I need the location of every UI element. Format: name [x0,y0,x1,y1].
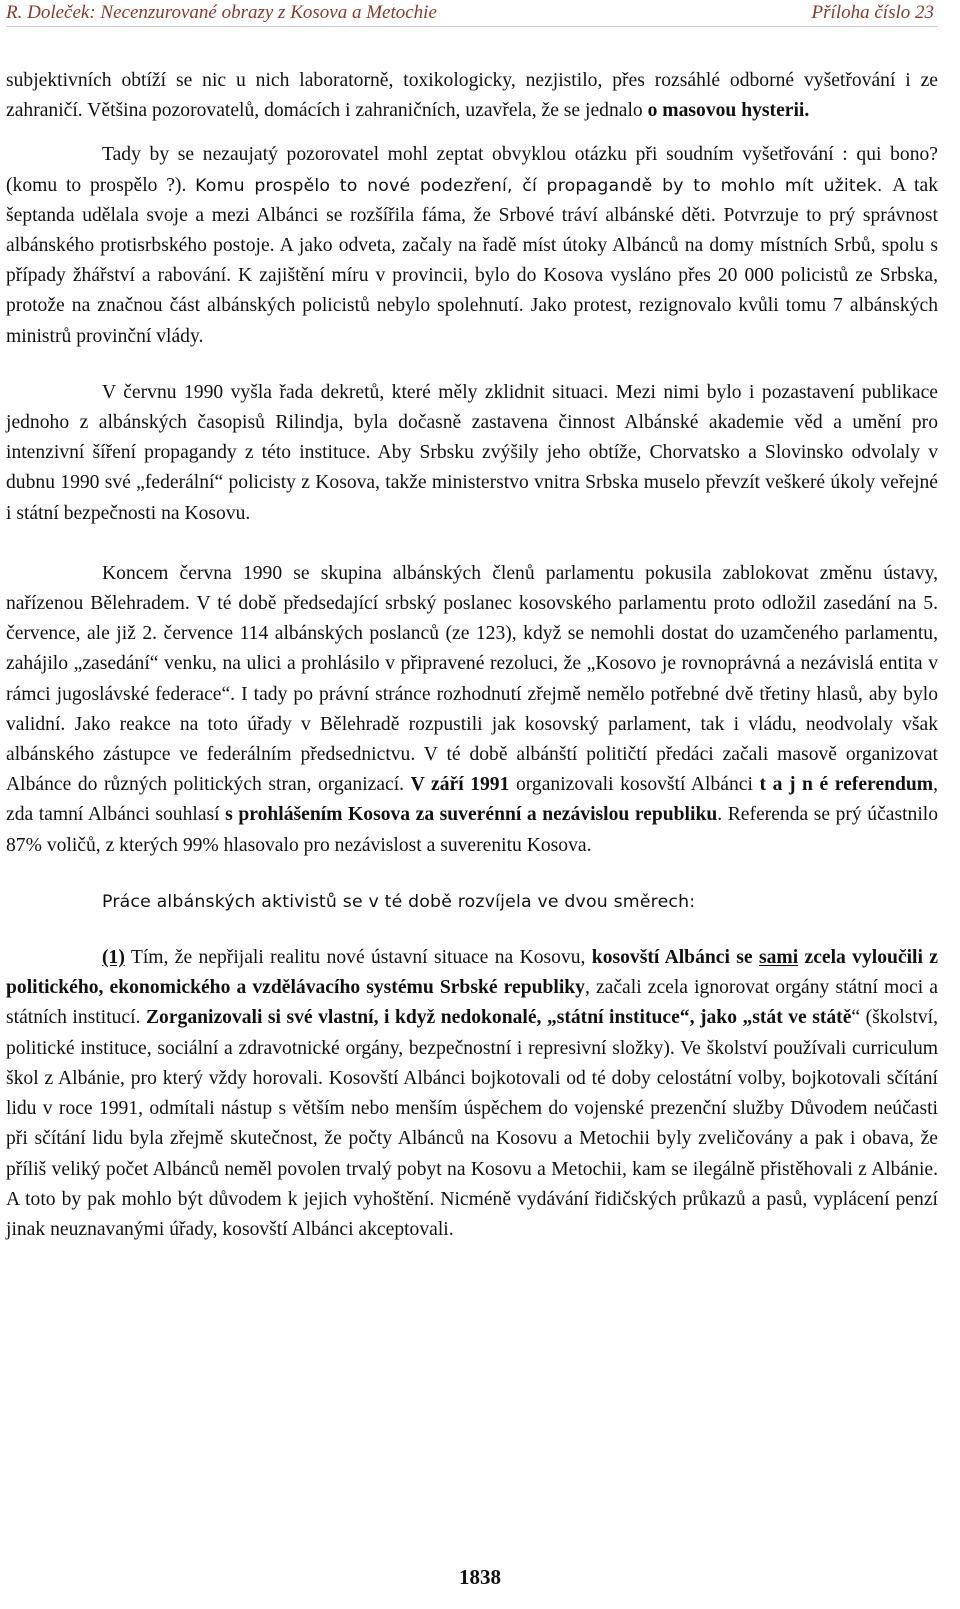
bold-underline-run: sami [758,947,799,969]
text-run: , začali zcela ignorovat orgány státní moci a státních institucí. [6,977,938,1029]
text-run: , zda tamní Albánci souhlasí [6,774,938,826]
paragraph-3 [6,378,938,529]
bold-run: s prohlášením Kosova za suverénní a nezávislou republiku [225,804,718,826]
list-number: (1) [102,947,125,969]
header-appendix: Příloha číslo 23 [811,2,934,23]
text-run: Komu prospělo to nové podezření, čí propagandě by to mohlo mít užitek. [195,175,893,196]
text-run: V červnu 1990 vyšla řada dekretů, které měly zklidnit situaci. Mezi nimi bylo i pozastavení publikace jednoho z albánských časopisů Rilindja, byla dočasně zastavena činnost Albánské akademie věd a umění pro intenzivní šíření propagandy z této instituce. Aby Srbsku zvýšily jeho obtíže, Chorvatsko a Slovinsko odvolaly v dubnu 1990 své „federální“ policisty z Kosova, takže ministerstvo vnitra Srbska muselo převzít veškeré úkoly veřejné i státní bezpečnosti na Kosovu. [6,381,938,524]
paragraph-1 [6,66,938,126]
bold-run: zcela vyloučili z politického, ekonomického a vzdělávacího systému Srbské republiky [6,947,938,999]
bold-run: o masovou hysterii. [647,100,810,122]
text-run: “ (školství, politické instituce, sociální a zdravotnické orgány, bezpečnostní i represivní složky). Ve školství používali curriculum škol z Albánie, pro který vždy horovali. Kosovští Albánci bojkotovali od té doby celostátní volby, bojkotovali sčítání lidu v roce 1991, odmítali nástup s větším nebo menším úspěchem do vojenské prezenční služby Důvodem neúčasti při sčítání lidu byla zřejmě skutečnost, že počty Albánců na Kosovu a Metochii byly zveličovány a pak i obava, že příliš veliký počet Albánců neměl povolen trvalý pobyt na Kosovu a Metochii, kam se ilegálně přistěhovali z Albánie. A toto by pak mohlo být důvodem k jejich vyhoštění. Nicméně vydávání řidičských průkazů a pasů, vyplácení penzí jinak neuznavanými úřady, kosovští Albánci akceptovali. [6,1007,938,1240]
paragraph-2 [6,140,938,351]
body-text [6,66,938,1245]
header-title: R. Doleček: Necenzurované obrazy z Kosova a Metochie [6,2,437,23]
paragraph-6 [6,943,938,1245]
text-run: . Referenda se prý účastnilo 87% voličů, z kterých 99% hlasovalo pro nezávislost a suverenitu Kosova. [6,804,939,856]
bold-run: V září 1991 [410,774,510,796]
text-run: Práce albánských aktivistů se v té době rozvíjela ve dvou směrech: [102,891,696,912]
text-run: subjektivních obtíží se nic u nich laboratorně, toxikologicky, nezjistilo, přes rozsáhlé odborné vyšetřování i ze zahraničí. Většina pozorovatelů, domácích i zahraničních, uzavřela, že se jednalo [6,70,938,122]
text-run: K zajištění míru v provincii, bylo do Kosova vysláno přes 20 000 policistů ze Srbska, protože na značnou část albánských policistů nebylo spolehnutí. Jako protest, rezignovalo kvůli tomu 7 albánských ministrů provinční vlády. [6,265,938,347]
text-run: organizovali kosovští Albánci [509,774,760,796]
bold-run: kosovští Albánci se [591,947,759,969]
paragraph-5 [6,887,938,917]
bold-run: Zorganizovali si své vlastní, i když nedokonalé, „státní instituce“, jako „stát ve státě [145,1007,852,1029]
text-run: Potvrzuje to prý správnost albánského protisrbského postoje. A jako odveta, začaly na řadě míst útoky Albánců na domy místních Srbů, spolu s případy žhářství a rabování. [6,204,938,287]
bold-run: t a j n é referendum [759,774,934,796]
text-run: Tady by se nezaujatý pozorovatel mohl zeptat obvyklou otázku při soudním vyšetřování : qui bono? (komu to prospělo ?). [6,144,938,196]
paragraph-4 [6,559,938,861]
page-number: 1838 [459,1565,501,1589]
text-run: Koncem června 1990 se skupina albánských členů parlamentu pokusila zablokovat změnu ústavy, nařízenou Bělehradem. V té době předsedající srbský poslanec kosovského parlamentu proto odložil zasedání na 5. července, ale již 2. července 114 albánských poslanců (ze 123), když se nemohli dostat do uzamčeného parlamentu, zahájilo „zasedání“ venku, na ulici a prohlásilo v připravené rezoluci, že „Kosovo je rovnoprávná a nezávislá entita v rámci jugoslávské federace“. I tady po právní stránce rozhodnutí zřejmě nemělo potřebné dvě třetiny hlasů, aby bylo validní. Jako reakce na toto úřady v Bělehradě rozpustili jak kosovský parlament, tak i vládu, neodvolaly však albánského zástupce ve federálním předsednictvu. V té době albánští političtí předáci začali masově organizovat Albánce do různých politických stran, organizací. [6,562,938,796]
text-run: A tak šeptanda udělala svoje a mezi Albánci se rozšířila fáma, že Srbové tráví albánské děti. [6,174,938,226]
running-header [6,0,938,27]
text-run: Tím, že nepřijali realitu nové ústavní situace na Kosovu, [124,947,592,969]
